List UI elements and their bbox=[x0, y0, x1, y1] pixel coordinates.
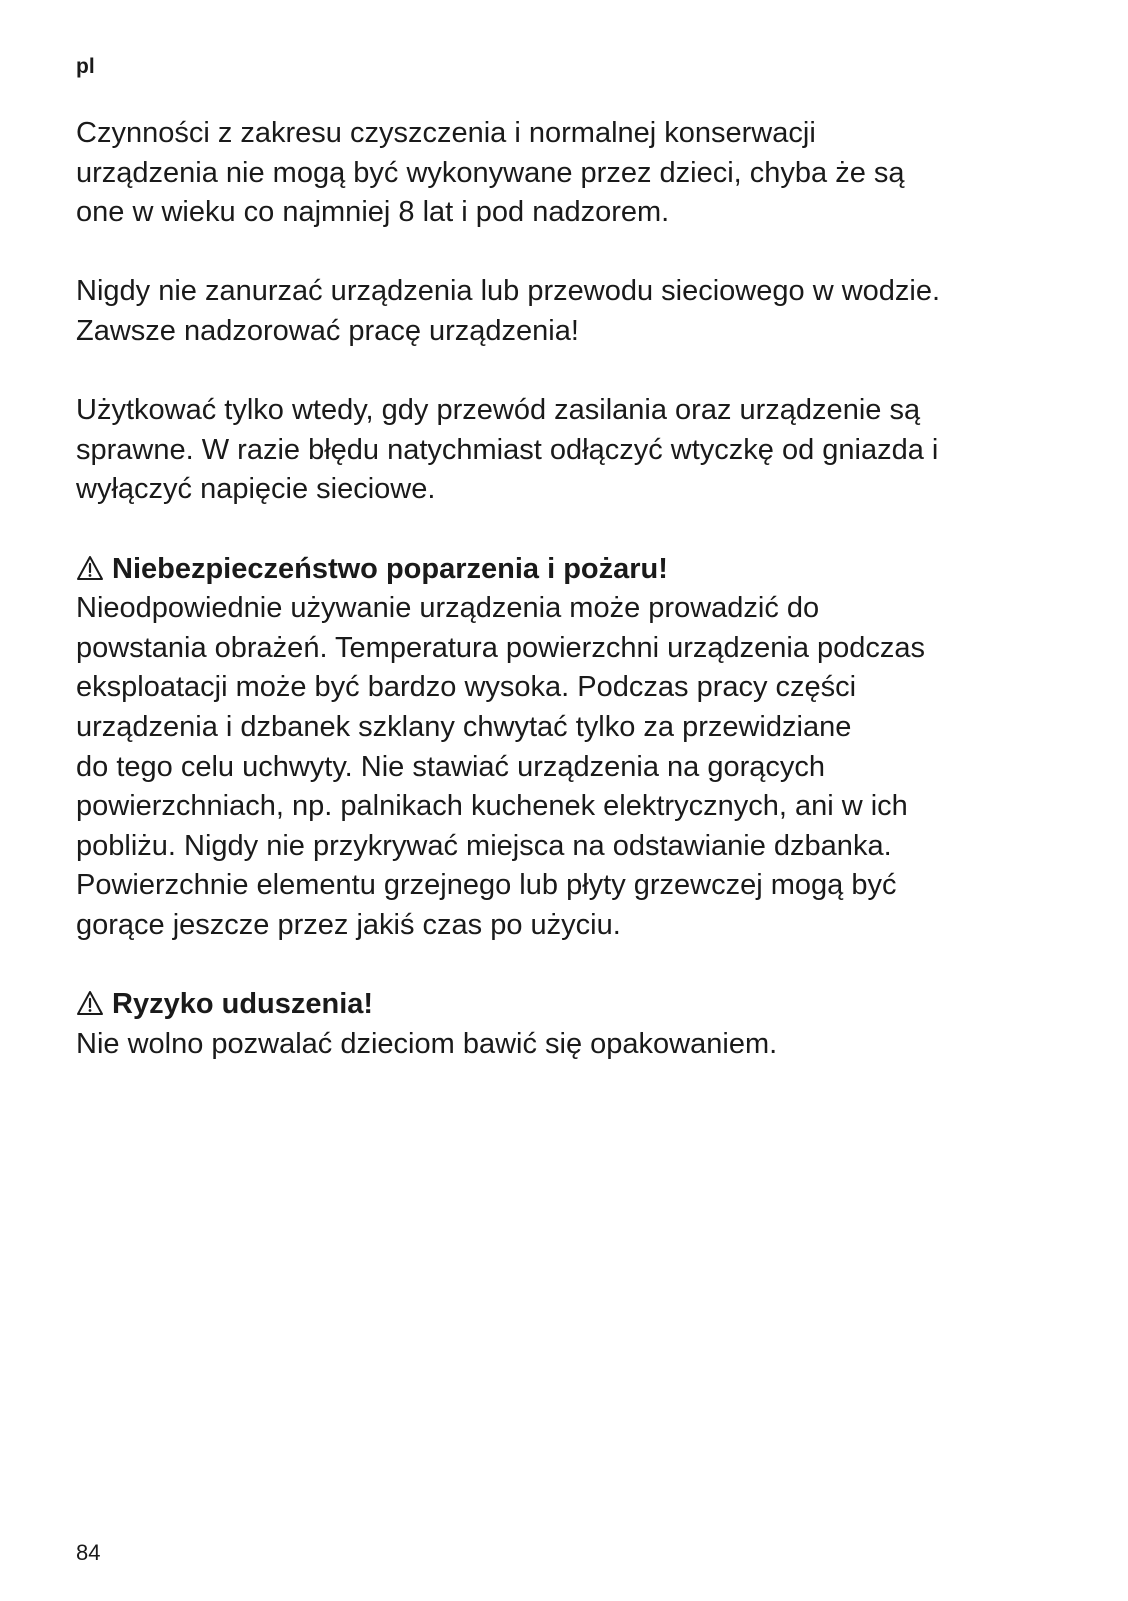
warning-triangle-icon bbox=[76, 990, 104, 1016]
warning-triangle-icon bbox=[76, 555, 104, 581]
language-tag: pl bbox=[76, 55, 95, 78]
warning-heading bbox=[76, 985, 1076, 1025]
page-number: 84 bbox=[76, 1540, 101, 1565]
warning-text: Nie wolno pozwalać dzieciom bawić się opakowaniem. bbox=[76, 1027, 778, 1060]
paragraph-water: Nigdy nie zanurzać urządzenia lub przewodu sieciowego w wodzie. Zawsze nadzorować pracę urządzenia! bbox=[76, 275, 941, 347]
warning-heading bbox=[76, 550, 1076, 590]
warning-burn-fire bbox=[76, 550, 1076, 946]
warning-title: Ryzyko uduszenia! bbox=[112, 988, 374, 1021]
warning-suffocation bbox=[76, 985, 1076, 1064]
warning-text: Nieodpowiednie używanie urządzenia może prowadzić do powstania obrażeń. Temperatura powierzchni urządzenia podczas eksploatacji może być bardzo wysoka. Podczas pracy części urządzenia i dzbanek szklany chwytać tylko za przewidziane do tego celu uchwyty. Nie stawiać urządzenia na gorących powierzchniach, np. palnikach kuchenek elektrycznych, ani w ich pobliżu. Nigdy nie przykrywać miejsca na odstawianie dzbanka. Powierzchnie elementu grzejnego lub płyty grzewczej mogą być gorące jeszcze przez jakiś czas po użyciu. bbox=[76, 592, 926, 941]
warning-title: Niebezpieczeństwo poparzenia i pożaru! bbox=[112, 552, 668, 585]
paragraph-usage: Użytkować tylko wtedy, gdy przewód zasilania oraz urządzenie są sprawne. W razie błędu natychmiast odłączyć wtyczkę od gniazda i wyłączyć napięcie sieciowe. bbox=[76, 394, 939, 506]
paragraph-cleaning: Czynności z zakresu czyszczenia i normalnej konserwacji urządzenia nie mogą być wykonywane przez dzieci, chyba że są one w wieku co najmniej 8 lat i pod nadzorem. bbox=[76, 117, 905, 229]
page-content bbox=[76, 114, 1076, 1104]
